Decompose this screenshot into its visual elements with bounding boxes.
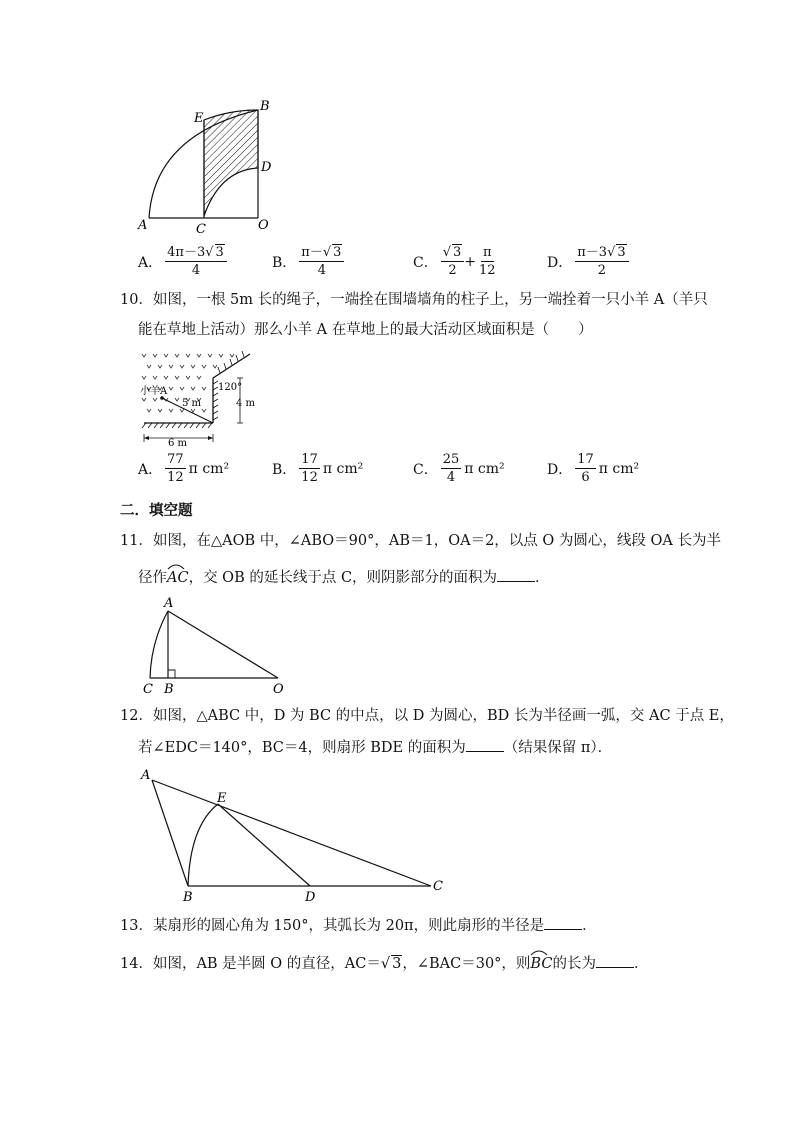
grass-mark <box>208 354 212 357</box>
q13-answer-blank[interactable] <box>544 915 582 930</box>
grass-mark <box>142 398 146 401</box>
grass-mark <box>142 354 146 357</box>
q10-label-angle: 120° <box>218 382 243 393</box>
q10-line2: 能在草地上活动）那么小羊 A 在草地上的最大活动区域面积是（ ） <box>138 322 593 338</box>
q12-line1: 12．如图，△ABC 中，D 为 BC 的中点，以 D 为圆心，BD 长为半径画一弧，交 AC 于点 E， <box>120 708 734 724</box>
q9-label-b: B <box>260 99 270 114</box>
grass-mark <box>230 354 234 357</box>
q10-option-c[interactable]: C． $\frac{25}{4}$ π cm² <box>413 452 505 485</box>
grass-mark <box>202 365 206 368</box>
grass-mark <box>175 376 179 379</box>
q11-label-a: A <box>164 597 174 611</box>
q11-label-o: O <box>273 682 284 697</box>
grass-mark <box>153 398 157 401</box>
grass-mark <box>213 365 217 368</box>
q9-label-e: E <box>194 111 204 126</box>
q12-answer-blank[interactable] <box>466 737 504 752</box>
grass-mark <box>169 365 173 368</box>
q12-label-b: B <box>183 890 193 902</box>
grass-mark <box>180 387 184 390</box>
grass-mark <box>142 376 146 379</box>
q11-line1: 11．如图，在△AOB 中，∠ABO＝90°，AB＝1，OA＝2，以点 O 为圆心，线段 OA 长为半 <box>120 533 721 549</box>
q11-line2: 径作 AC，交 OB 的延长线于点 C，则阴影部分的面积为 ． <box>138 567 550 588</box>
grass-mark <box>202 409 206 412</box>
grass-mark <box>180 409 184 412</box>
grass-mark <box>197 376 201 379</box>
q9-figure <box>130 95 280 235</box>
grass-mark <box>147 365 151 368</box>
q10-label-rope: 5 m <box>182 398 202 409</box>
grass-mark <box>219 354 223 357</box>
grass-mark <box>164 354 168 357</box>
grass-mark <box>169 387 173 390</box>
q12-label-d: D <box>305 890 316 902</box>
grass-mark <box>191 365 195 368</box>
q11-label-c: C <box>143 682 153 697</box>
grass-mark <box>191 409 195 412</box>
q10-figure <box>138 348 268 448</box>
q11-answer-blank[interactable] <box>497 567 535 582</box>
q10-label-sheep: 小羊A <box>140 386 168 397</box>
grass-mark <box>175 354 179 357</box>
q9-option-b[interactable]: B． $\frac{\pi-√ 3}{4}$ <box>272 245 344 278</box>
grass-mark <box>197 354 201 357</box>
q9-label-c: C <box>196 222 206 235</box>
section-fill-in-blank-heading: 二．填空题 <box>120 503 193 519</box>
q10-option-b[interactable]: B． $\frac{17}{12}$ π cm² <box>272 452 364 485</box>
grass-mark <box>169 409 173 412</box>
grass-mark <box>164 376 168 379</box>
q12-label-e: E <box>217 791 227 806</box>
q12-label-a: A <box>141 768 151 783</box>
q10-option-d[interactable]: D． $\frac{17}{6}$ π cm² <box>547 452 640 485</box>
grass-mark <box>153 354 157 357</box>
q9-option-d[interactable]: D． $\frac{\pi-3√ 3}{2}$ <box>547 245 629 278</box>
q12-label-c: C <box>433 879 443 894</box>
grass-mark <box>147 409 151 412</box>
q11-figure <box>138 597 298 697</box>
grass-mark <box>186 354 190 357</box>
grass-mark <box>202 387 206 390</box>
q11-shaded-arc <box>150 611 168 678</box>
grass-mark <box>153 376 157 379</box>
q9-option-c[interactable]: C． $\frac{√ 3}{2}$ + $\frac{\pi}{12}$ <box>413 245 496 278</box>
q10-line1: 10．如图，一根 5m 长的绳子，一端拴在围墙墙角的柱子上，另一端拴着一只小羊 A（羊只 <box>120 292 708 308</box>
q9-label-a: A <box>138 218 148 233</box>
grass-mark <box>180 365 184 368</box>
q9-label-o: O <box>258 218 269 233</box>
q12-line2: 若∠EDC＝140°，BC＝4，则扇形 BDE 的面积为 （结果保留 π）． <box>138 737 612 758</box>
q10-option-a[interactable]: A． $\frac{77}{12}$ π cm² <box>138 452 230 485</box>
grass-mark <box>158 409 162 412</box>
q12-figure <box>138 762 458 902</box>
q10-label-side: 4 m <box>236 398 256 409</box>
q14-text: 14．如图，AB 是半圆 O 的直径，AC＝√ 3，∠BAC＝30°，则 BC的长为 ． <box>120 953 648 974</box>
grass-mark <box>191 387 195 390</box>
q14-answer-blank[interactable] <box>596 953 634 968</box>
q13-text: 13．某扇形的圆心角为 150°，其弧长为 20π，则此扇形的半径是 ． <box>120 915 597 936</box>
q11-label-b: B <box>164 682 174 697</box>
grass-mark <box>186 376 190 379</box>
q12-arc <box>188 804 218 886</box>
q9-label-d: D <box>261 160 272 175</box>
grass-mark <box>175 398 179 401</box>
grass-mark <box>158 365 162 368</box>
q9-option-a[interactable]: A． $\frac{4\pi-3√ 3}{4}$ <box>138 245 227 278</box>
q10-label-bottom: 6 m <box>168 438 188 448</box>
